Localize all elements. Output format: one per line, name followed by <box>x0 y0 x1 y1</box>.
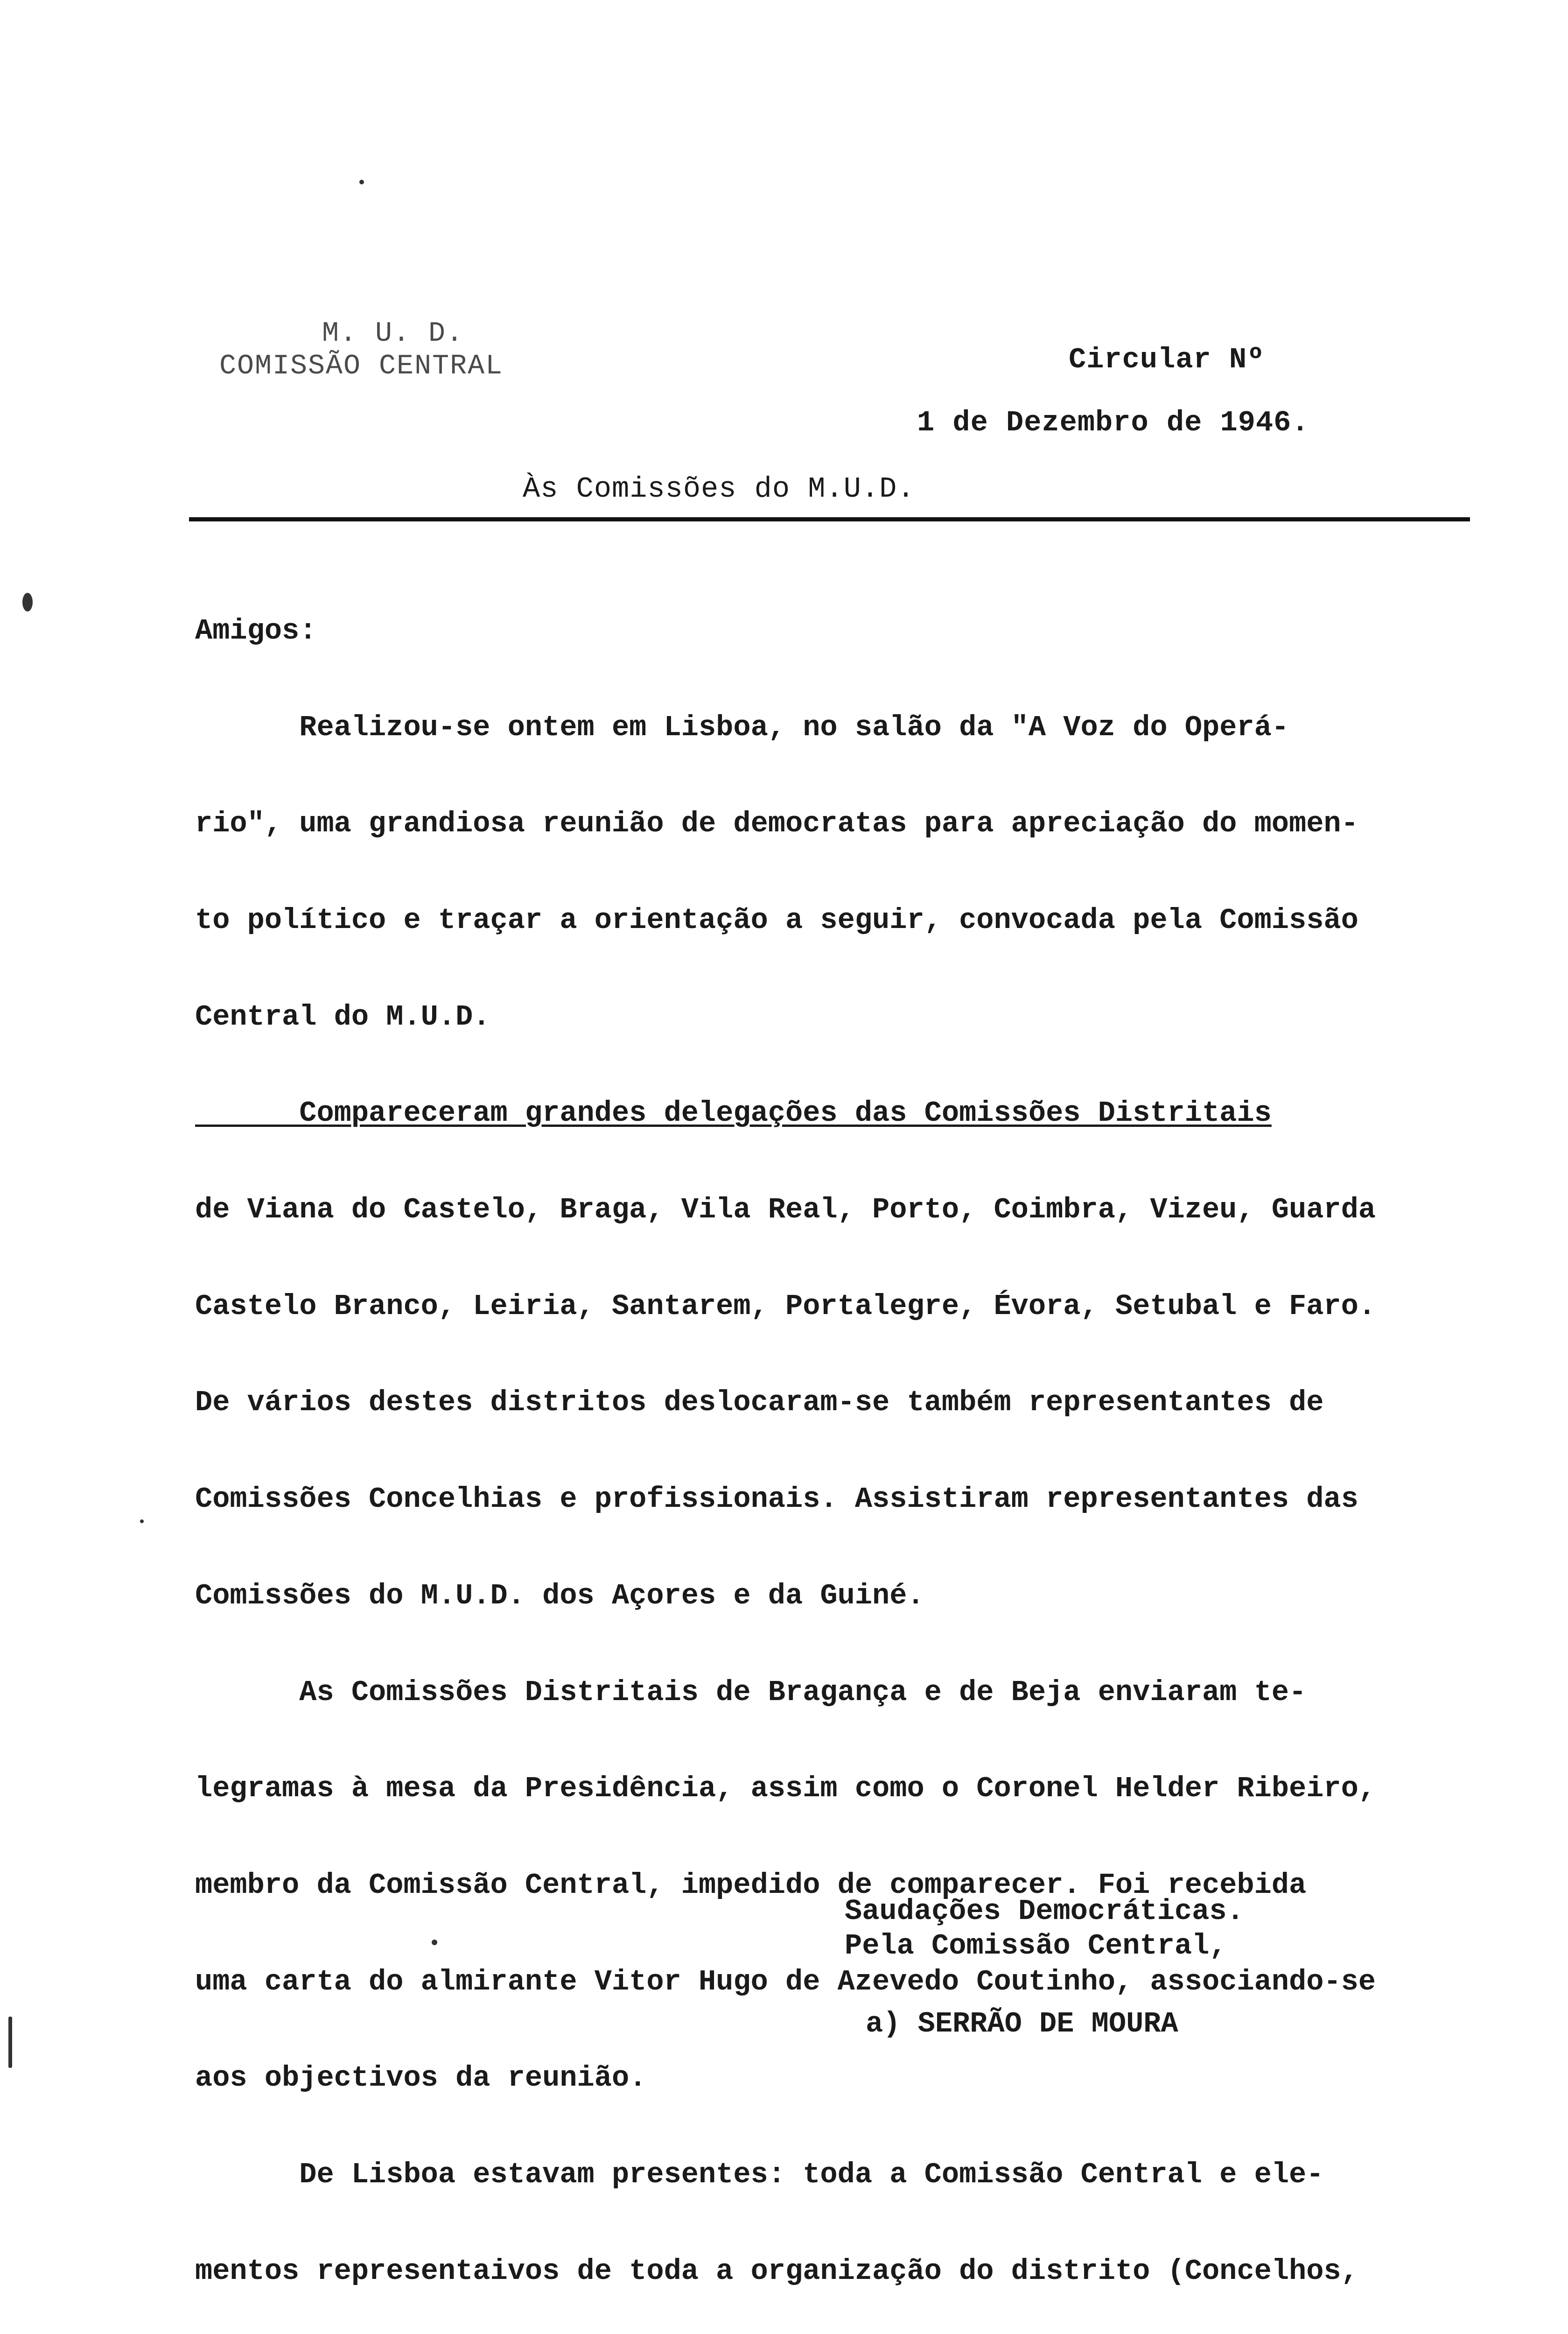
org-name: COMISSÃO CENTRAL <box>219 351 504 382</box>
body-line: rio", uma grandiosa reunião de democratas para apreciação do momen- <box>195 807 1358 841</box>
body-line: Castelo Branco, Leiria, Santarem, Portalegre, Évora, Setubal e Faro. <box>195 1289 1376 1323</box>
body-line: legramas à mesa da Presidência, assim como o Coronel Helder Ribeiro, <box>195 1772 1376 1806</box>
body-line: De vários destes distritos deslocaram-se também representantes de <box>195 1386 1324 1420</box>
body-line: As Comissões Distritais de Bragança e de Beja enviaram te- <box>195 1675 1307 1709</box>
letter-date: 1 de Dezembro de 1946. <box>917 406 1309 439</box>
closing-by: Pela Comissão Central, <box>845 1929 1227 1962</box>
scan-speck <box>140 1519 144 1523</box>
letter-body <box>195 551 1474 2334</box>
body-line: aos objectivos da reunião. <box>195 2061 647 2095</box>
body-line: Comissões do M.U.D. dos Açores e da Guiné. <box>195 1579 924 1612</box>
org-abbrev: M. U. D. <box>322 318 464 350</box>
body-line: Realizou-se ontem em Lisboa, no salão da "A Voz do Operá- <box>195 710 1289 744</box>
scan-speck <box>22 593 33 612</box>
body-line: Central do M.U.D. <box>195 1000 490 1033</box>
closing-block <box>845 1894 1244 1963</box>
header-divider <box>189 517 1470 521</box>
body-line: to político e traçar a orientação a seguir, convocada pela Comissão <box>195 903 1358 937</box>
body-line: de Viana do Castelo, Braga, Vila Real, Porto, Coimbra, Vizeu, Guarda <box>195 1193 1376 1227</box>
body-line: mentos representaivos de toda a organização do distrito (Concelhos, <box>195 2254 1358 2288</box>
circular-number: Circular Nº <box>1069 343 1265 376</box>
body-line: membro da Comissão Central, impedido de comparecer. Foi recebida <box>195 1868 1307 1902</box>
letterhead <box>219 317 503 383</box>
signature: a) SERRÃO DE MOURA <box>866 2007 1178 2040</box>
body-line: Compareceram grandes delegações das Comissões Distritais <box>195 1097 1272 1130</box>
salutation: Amigos: <box>195 614 317 647</box>
scan-speck <box>432 1940 437 1945</box>
recipient: Às Comissões do M.U.D. <box>523 472 915 506</box>
body-line: uma carta do almirante Vitor Hugo de Azevedo Coutinho, associando-se <box>195 1965 1376 1998</box>
scan-speck <box>8 2017 12 2068</box>
body-line: Comissões Concelhias e profissionais. Assistiram representantes das <box>195 1483 1358 1516</box>
scan-speck <box>359 180 364 184</box>
closing-greeting: Saudações Democráticas. <box>845 1895 1244 1928</box>
body-line: De Lisboa estavam presentes: toda a Comissão Central e ele- <box>195 2158 1324 2192</box>
